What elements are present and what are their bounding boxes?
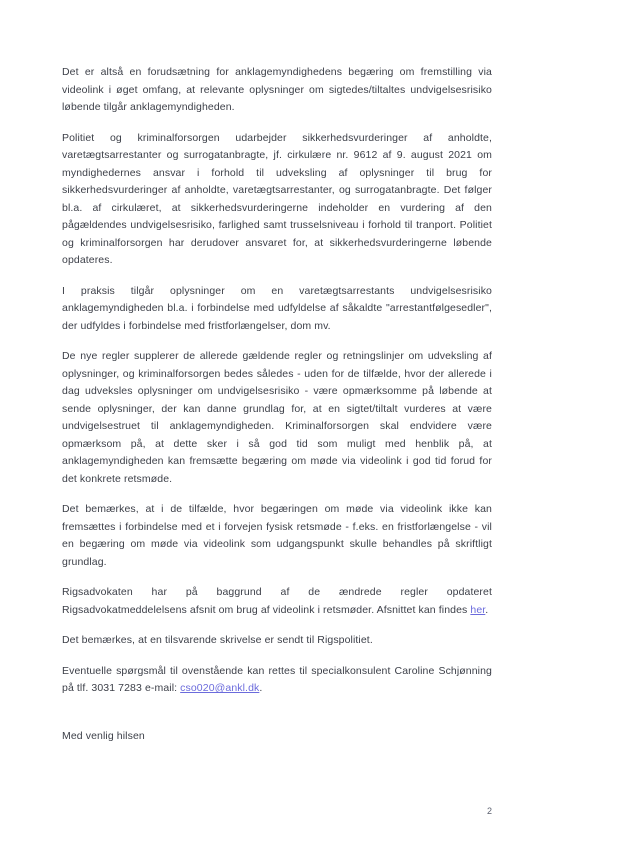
text-run: Det bemærkes, at en tilsvarende skrivelse er sendt til Rigspolitiet. bbox=[62, 634, 373, 646]
paragraph-5 bbox=[62, 501, 492, 571]
paragraph-1 bbox=[62, 64, 492, 117]
email-link[interactable]: cso020@ankl.dk bbox=[180, 682, 260, 694]
document-body bbox=[62, 64, 492, 758]
text-run: Det bemærkes, at i de tilfælde, hvor begæringen om møde via videolink ikke kan fremsættes i forbindelse med et i forvejen fysisk retsmøde - f.eks. en fristforlængelse - vil en begæring om møde via videolink som udgangspunkt skulle behandles på skriftligt grundlag. bbox=[62, 503, 492, 568]
page-number: 2 bbox=[486, 806, 492, 816]
text-run: . bbox=[485, 603, 489, 616]
text-run: Politiet og kriminalforsorgen udarbejder sikkerhedsvurderinger af anholdte, varetægtsarrestanter og surrogatanbragte, jf. cirkulære nr. 9612 af 9. august 2021 om myndighedernes ansvar i forhold til udveksling af oplysninger til brug for sikkerhedsvurderinger af anholdte, varetægtsarrestanter, og surrogatanbragte. Det følger bl.a. af cirkulæret, at sikkerhedsvurderingerne indeholder en vurdering af den pågældendes undvigelsesrisiko, farlighed samt trusselsniveau i forhold til tranport. Politiet og kriminalforsorgen har derudover ansvaret for, at sikkerhedsvurderingerne løbende opdateres. bbox=[62, 131, 492, 266]
text-run: Eventuelle spørgsmål til ovenstående kan rettes til specialkonsulent Caroline Schjønning på tlf. 3031 7283 e-mail: bbox=[62, 664, 492, 694]
paragraph-8 bbox=[62, 663, 492, 698]
text-run: . bbox=[259, 682, 263, 694]
paragraph-7 bbox=[62, 632, 492, 650]
her-link[interactable]: her bbox=[470, 603, 486, 616]
closing-salutation bbox=[62, 728, 492, 746]
paragraph-2 bbox=[62, 130, 492, 270]
paragraph-4 bbox=[62, 348, 492, 488]
text-run: Rigsadvokaten har på baggrund af de ændrede regler opdateret Rigsadvokatmeddelelsens afsnit om brug af videolink i retsmøder. Afsnittet kan findes bbox=[62, 586, 492, 616]
text-run: I praksis tilgår oplysninger om en varetægtsarrestants undvigelsesrisiko anklagemyndigheden bl.a. i forbindelse med udfyldelse af såkaldte "arrestantfølgesedler", der udfyldes i forbindelse med fristforlængelser, dom mv. bbox=[62, 284, 492, 332]
paragraph-3 bbox=[62, 283, 492, 336]
text-run: Det er altså en forudsætning for anklagemyndighedens begæring om fremstilling via videolink i øget omfang, at relevante oplysninger om sigtedes/tiltaltes undvigelsesrisiko løbende tilgår anklagemyndigheden. bbox=[62, 66, 492, 113]
paragraph-6 bbox=[62, 584, 492, 619]
text-run: De nye regler supplerer de allerede gældende regler og retningslinjer om udveksling af oplysninger, og kriminalforsorgen bedes således - uden for de tilfælde, hvor der allerede i dag udveksles oplysninger om undvigelsesrisiko - være opmærksomme på løbende at sende oplysninger, der kan danne grundlag for, at en sigtet/tiltalt vurderes at være undvigelsestruet til anklagemyndigheden. Kriminalforsorgen skal endvidere være opmærksom på, at dette sker i så god tid som muligt med henblik på, at anklagemyndigheden kan fremsætte begæring om møde via videolink i god tid forud for det konkrete retsmøde. bbox=[62, 350, 492, 485]
text-run: Med venlig hilsen bbox=[62, 729, 145, 742]
